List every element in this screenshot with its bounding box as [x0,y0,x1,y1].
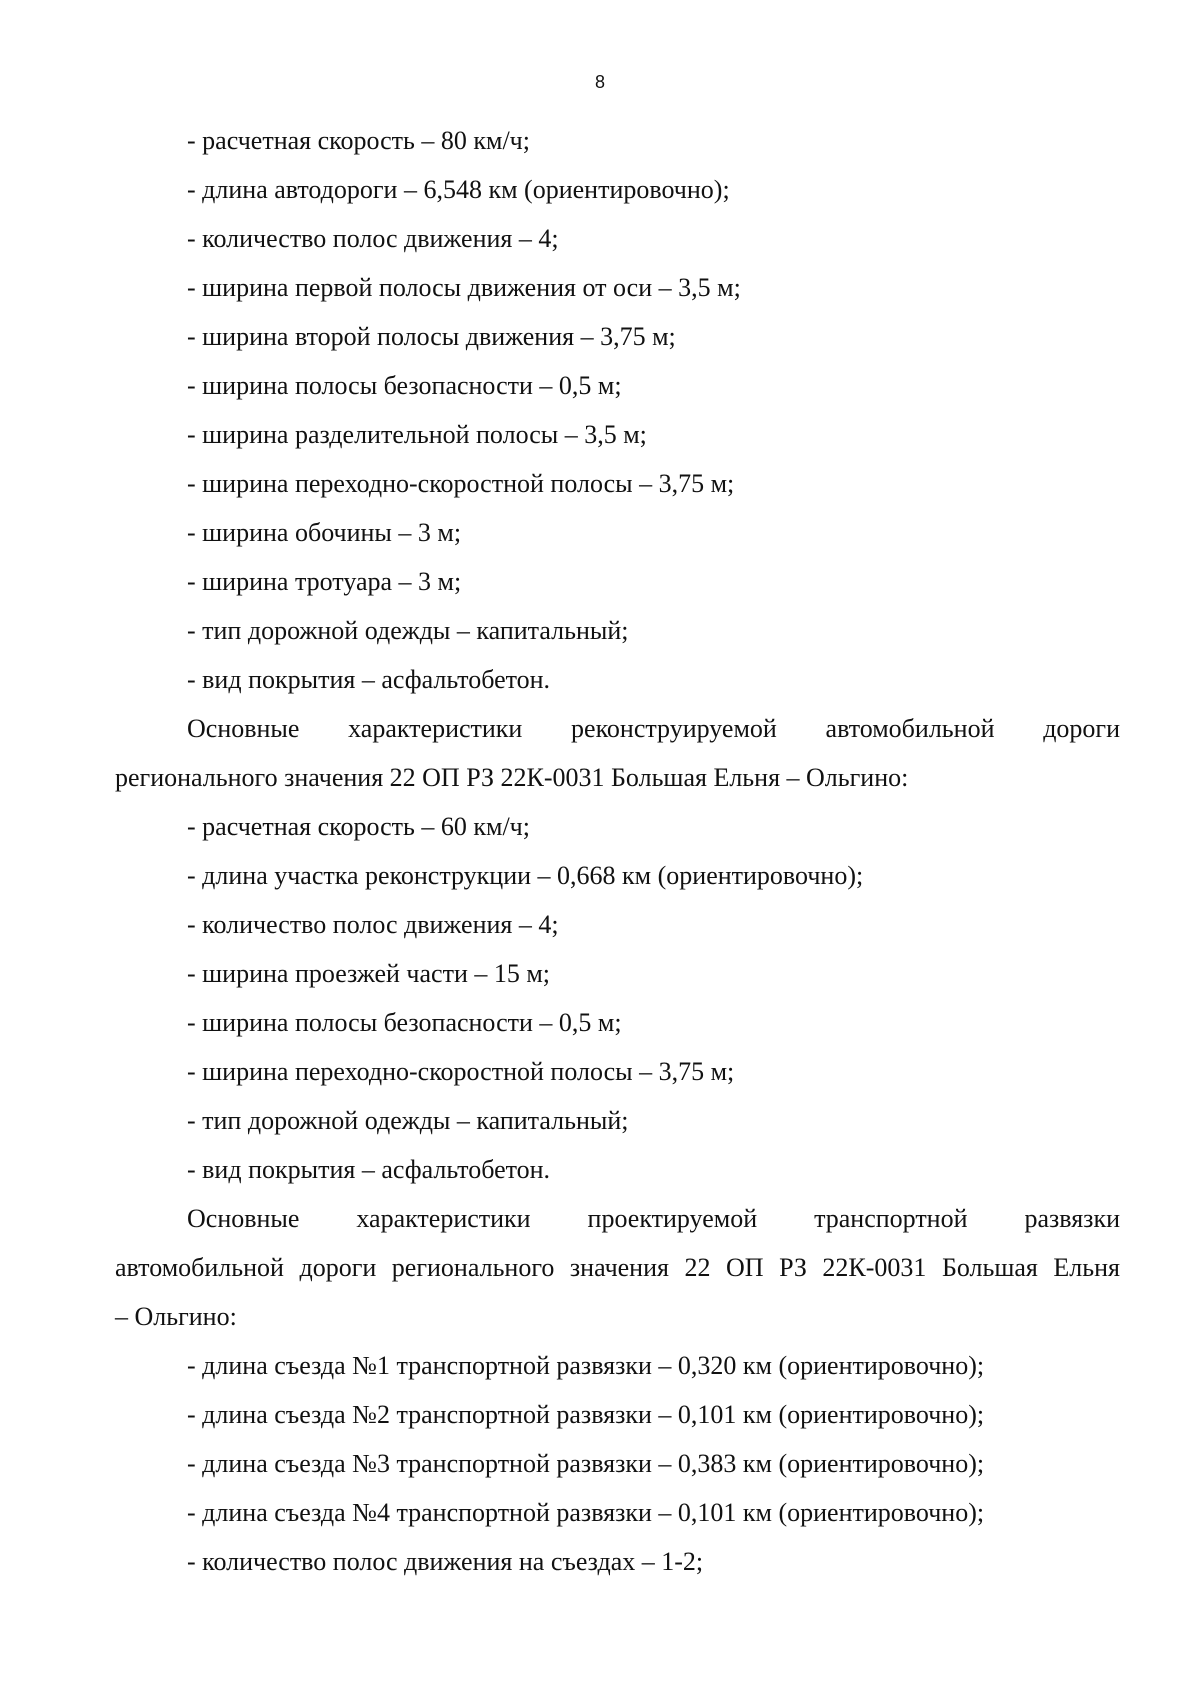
list-item: - вид покрытия – асфальтобетон. [187,1155,551,1184]
list-item: - количество полос движения – 4; [187,910,559,939]
paragraph-line: Основные характеристики проектируемой транспортной развязки [187,1204,1120,1233]
list-item: - ширина переходно-скоростной полосы – 3,75 м; [187,469,735,498]
document-body [115,116,1120,1586]
list-item: - тип дорожной одежды – капитальный; [187,616,629,645]
list-item: - ширина тротуара – 3 м; [187,567,462,596]
paragraph-line: автомобильной дороги регионального значения 22 ОП РЗ 22К-0031 Большая Ельня [115,1253,1120,1282]
list-item: - тип дорожной одежды – капитальный; [187,1106,629,1135]
list-item: - ширина второй полосы движения – 3,75 м; [187,322,676,351]
interchange-characteristics-list [115,1341,1120,1586]
list-item: - ширина полосы безопасности – 0,5 м; [187,371,622,400]
list-item: - ширина переходно-скоростной полосы – 3,75 м; [187,1057,735,1086]
road-characteristics-list [115,116,1120,704]
reconstruction-characteristics-list [115,802,1120,1194]
list-item: - длина автодороги – 6,548 км (ориентировочно); [187,175,730,204]
list-item: - вид покрытия – асфальтобетон. [187,665,551,694]
list-item: - ширина разделительной полосы – 3,5 м; [187,420,647,449]
list-item: - длина съезда №3 транспортной развязки – 0,383 км (ориентировочно); [187,1449,985,1478]
paragraph-line: Основные характеристики реконструируемой автомобильной дороги [187,714,1120,743]
list-item: - ширина обочины – 3 м; [187,518,462,547]
list-item: - длина съезда №1 транспортной развязки – 0,320 км (ориентировочно); [187,1351,985,1380]
paragraph-line: – Ольгино: [115,1302,237,1331]
list-item: - расчетная скорость – 80 км/ч; [187,126,530,155]
list-item: - длина участка реконструкции – 0,668 км (ориентировочно); [187,861,864,890]
list-item: - длина съезда №2 транспортной развязки – 0,101 км (ориентировочно); [187,1400,985,1429]
list-item: - ширина проезжей части – 15 м; [187,959,551,988]
list-item: - длина съезда №4 транспортной развязки – 0,101 км (ориентировочно); [187,1498,985,1527]
list-item: - расчетная скорость – 60 км/ч; [187,812,530,841]
interchange-heading [115,1194,1120,1341]
reconstruction-heading [115,704,1120,802]
list-item: - ширина полосы безопасности – 0,5 м; [187,1008,622,1037]
list-item: - ширина первой полосы движения от оси – 3,5 м; [187,273,741,302]
paragraph-line: регионального значения 22 ОП РЗ 22К-0031 Большая Ельня – Ольгино: [115,763,909,792]
list-item: - количество полос движения – 4; [187,224,559,253]
list-item: - количество полос движения на съездах – 1-2; [187,1547,704,1576]
page-number: 8 [594,72,605,92]
